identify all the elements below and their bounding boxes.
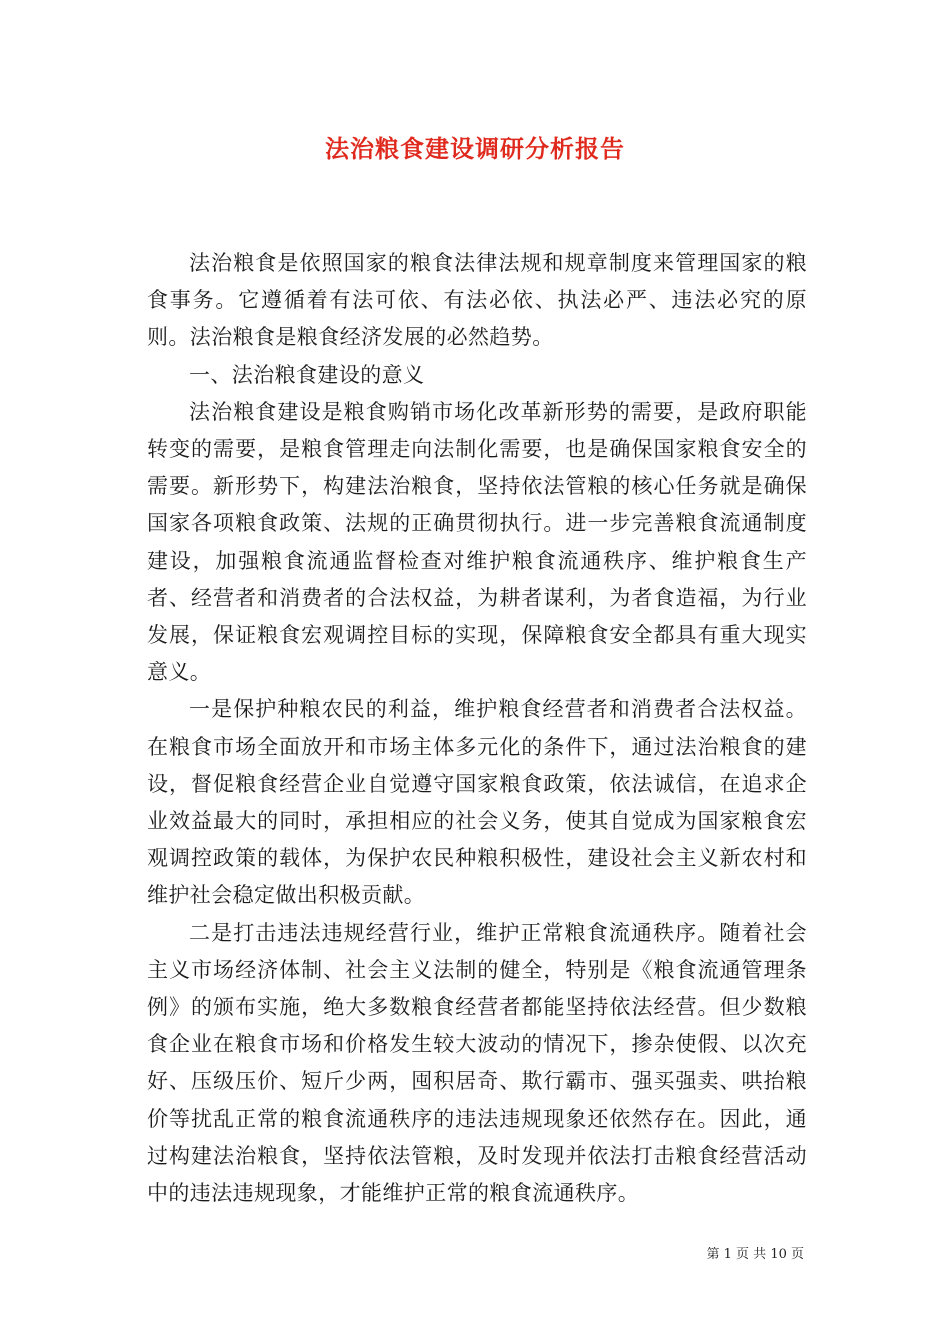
paragraph-point-one: 一是保护种粮农民的利益，维护粮食经营者和消费者合法权益。在粮食市场全面放开和市场主体多元化的条件下，通过法治粮食的建设，督促粮食经营企业自觉遵守国家粮食政策，依法诚信，在追求企业效益最大的同时，承担相应的社会义务，使其自觉成为国家粮食宏观调控政策的载体，为保护农民种粮积极性，建设社会主义新农村和维护社会稳定做出积极贡献。 [147,697,807,908]
paragraph-point-two: 二是打击违法违规经营行业，维护正常粮食流通秩序。随着社会主义市场经济体制、社会主义法制的健全，特别是《粮食流通管理条例》的颁布实施，绝大多数粮食经营者都能坚持依法经营。但少数粮食企业在粮食市场和价格发生较大波动的情况下，掺杂使假、以次充好、压级压价、短斤少两，囤积居奇、欺行霸市、强买强卖、哄抬粮价等扰乱正常的粮食流通秩序的违法违规现象还依然存在。因此，通过构建法治粮食，坚持依法管粮，及时发现并依法打击粮食经营活动中的违法违规现象，才能维护正常的粮食流通秩序。 [147,920,807,1206]
paragraph-significance: 法治粮食建设是粮食购销市场化改革新形势的需要，是政府职能转变的需要，是粮食管理走向法制化需要，也是确保国家粮食安全的需要。新形势下，构建法治粮食，坚持依法管粮的核心任务就是确保国家各项粮食政策、法规的正确贯彻执行。进一步完善粮食流通制度建设，加强粮食流通监督检查对维护粮食流通秩序、维护粮食生产者、经营者和消费者的合法权益，为耕者谋利，为者食造福，为行业发展，保证粮食宏观调控目标的实现，保障粮食安全都具有重大现实意义。 [147,399,807,685]
document-body [147,245,807,1212]
paragraph-intro: 法治粮食是依照国家的粮食法律法规和规章制度来管理国家的粮食事务。它遵循着有法可依、有法必依、执法必严、违法必究的原则。法治粮食是粮食经济发展的必然趋势。 [147,251,807,350]
section-heading-significance: 一、法治粮食建设的意义 [189,362,425,387]
page-number-footer: 第 1 页 共 10 页 [706,1247,804,1262]
document-title: 法治粮食建设调研分析报告 [325,134,625,163]
